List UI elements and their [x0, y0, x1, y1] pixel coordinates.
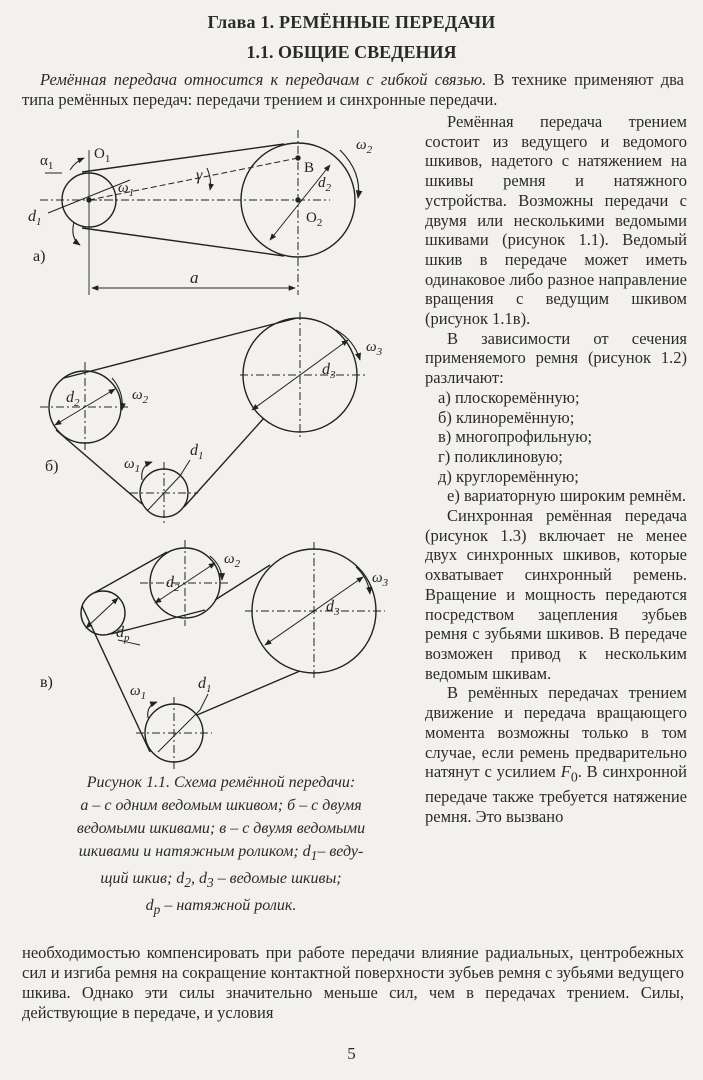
caption-text: , d: [190, 870, 207, 888]
rotation-arrow-b1: [142, 462, 152, 480]
label-d2: $d_2$: [318, 175, 331, 194]
belt-right-b: [184, 418, 264, 507]
figure-caption: [40, 771, 402, 922]
bottom-paragraph: необходимостью компенсировать при работе передачи влияние радиальных, центробежных сил и изгиба ремня на сокращение контактной поверхности зубьев ремня с зубьями ведущего шкива. Однако эти силы значительно меньше сил, чем в передачах трением. Силы, действующие в передаче, и условия: [22, 943, 684, 1022]
label-figure-v: в): [40, 674, 53, 691]
label-o1: $O_1$: [94, 146, 111, 165]
list-item: г) поликлиновую;: [438, 446, 563, 466]
intro-italic: Ремённая передача относится к передачам с гибкой связью.: [40, 70, 487, 89]
label-omega1: $\omega_1$: [130, 683, 147, 702]
label-figure-a: а): [33, 248, 46, 265]
point-b: [296, 156, 300, 160]
paragraph-section-types: В зависимости от сечения применяемого ремня (рисунок 1.2) различают:: [425, 328, 687, 388]
caption-line: а – с одним ведомым шкивом; б – с двумя: [80, 797, 362, 814]
label-d2: $d_2$: [166, 574, 180, 594]
center-point: [87, 198, 91, 202]
diameter-line-d1-v: [158, 710, 200, 752]
tension-text: В ремённых передачах трением движение и передача вращающего момента возможны только в том случае, если ремень предварительно натянут с усилием: [425, 683, 687, 782]
caption-subscript: р: [153, 902, 161, 918]
label-distance-a: a: [190, 268, 199, 287]
caption-line: ведомыми шкивами; в – с двумя ведомыми: [76, 820, 366, 837]
label-d1: $d_1$: [190, 442, 204, 462]
label-d3: $d_3$: [326, 598, 340, 618]
label-dp: $d_р$: [116, 624, 130, 644]
list-item: б) клиноремённую;: [438, 407, 575, 427]
caption-line: [40, 840, 402, 867]
paragraph-synchronous: Синхронная ремённая передача (рисунок 1.3) включает не менее двух синхронных шкивов, которые охватывает синхронный ремень. Вращение и мощность передаются посредством зацепления зубьев ремня с зубьями шкивов. В передаче возможен привод к нескольким ведомым шкивам.: [425, 506, 687, 683]
list-item: в) многопрофильную;: [438, 427, 593, 447]
label-omega2: $\omega_2$: [224, 551, 241, 570]
label-omega1: $\omega_1$: [124, 456, 141, 475]
caption-line: [40, 894, 402, 921]
list-item: а) плоскоремённую;: [438, 387, 580, 407]
caption-text: щий шкив; d: [100, 870, 185, 888]
figure-b-diagram: [40, 312, 365, 524]
figure-v-diagram: [81, 540, 385, 770]
caption-line: [40, 867, 402, 894]
belt-segment-v1: [94, 552, 167, 593]
alpha-arc: [70, 158, 84, 170]
caption-text: шкивами и натяжным роликом; d: [78, 843, 311, 860]
label-d3: $d_3$: [322, 361, 336, 381]
caption-text: – веду-: [317, 843, 364, 860]
label-gamma: γ: [196, 167, 203, 184]
caption-text: – натяжной ролик.: [160, 897, 297, 915]
label-omega2: $\omega_2$: [132, 387, 149, 406]
diameter-line-dp-v: [86, 598, 118, 628]
label-alpha: $\alpha_1$: [40, 153, 54, 172]
section-title: 1.1. ОБЩИЕ СВЕДЕНИЯ: [246, 42, 457, 62]
tension-text-end: . В синхронной передаче также требуется натяжение ремня. Это вызвано: [425, 762, 687, 826]
caption-subscript: 1: [310, 848, 318, 864]
chapter-title: Глава 1. РЕМЁННЫЕ ПЕРЕДАЧИ: [207, 12, 496, 32]
label-omega3: $\omega_3$: [372, 570, 389, 589]
label-figure-b: б): [45, 458, 59, 475]
caption-subscript: 2: [184, 875, 191, 891]
label-d2: $d_2$: [66, 389, 80, 409]
caption-text: d: [145, 897, 154, 915]
label-o2: $O_2$: [306, 210, 323, 229]
leader-line: [180, 460, 190, 476]
belt-top-b: [64, 318, 297, 378]
label-d1: $d_1$: [198, 675, 212, 695]
belt-upper-a: [82, 144, 284, 172]
force-subscript: 0: [570, 769, 578, 785]
belt-lower-a: [82, 228, 284, 256]
caption-text: – ведомые шкивы;: [213, 870, 342, 888]
force-symbol: F: [560, 762, 571, 782]
caption-line: Рисунок 1.1. Схема ремённой передачи:: [86, 774, 356, 791]
label-b: B: [304, 160, 315, 176]
list-item-last: е) вариаторную широким ремнём.: [447, 486, 687, 506]
label-omega1: $\omega_1$: [118, 180, 135, 199]
label-omega2: $\omega_2$: [356, 137, 373, 156]
list-item: д) круглоремённую;: [438, 466, 579, 486]
leader-line: [200, 694, 208, 710]
center-point: [296, 198, 300, 202]
paragraph-friction: Ремённая передача трением состоит из ведущего и ведомого шкивов, надетого с натяжением на шкивы ремня и натяжного устройства. Возможны передачи с двумя или несколькими ведомыми шкивами (рисунок 1.1). Ведомый шкив в передаче может иметь одинаковое либо разное направление вращения с ведущим шкивом (рисунок 1.1в).: [425, 112, 687, 329]
label-omega3: $\omega_3$: [366, 339, 383, 358]
belt-segment-v4: [197, 671, 300, 715]
caption-subscript: 3: [206, 875, 214, 891]
page-number: 5: [347, 1044, 356, 1063]
intro-rest: В технике применяют два типа ремённых передач: передачи трением и синхронные передачи.: [22, 70, 684, 109]
gamma-arc: [207, 168, 211, 190]
label-d1: $d_1$: [28, 208, 42, 228]
